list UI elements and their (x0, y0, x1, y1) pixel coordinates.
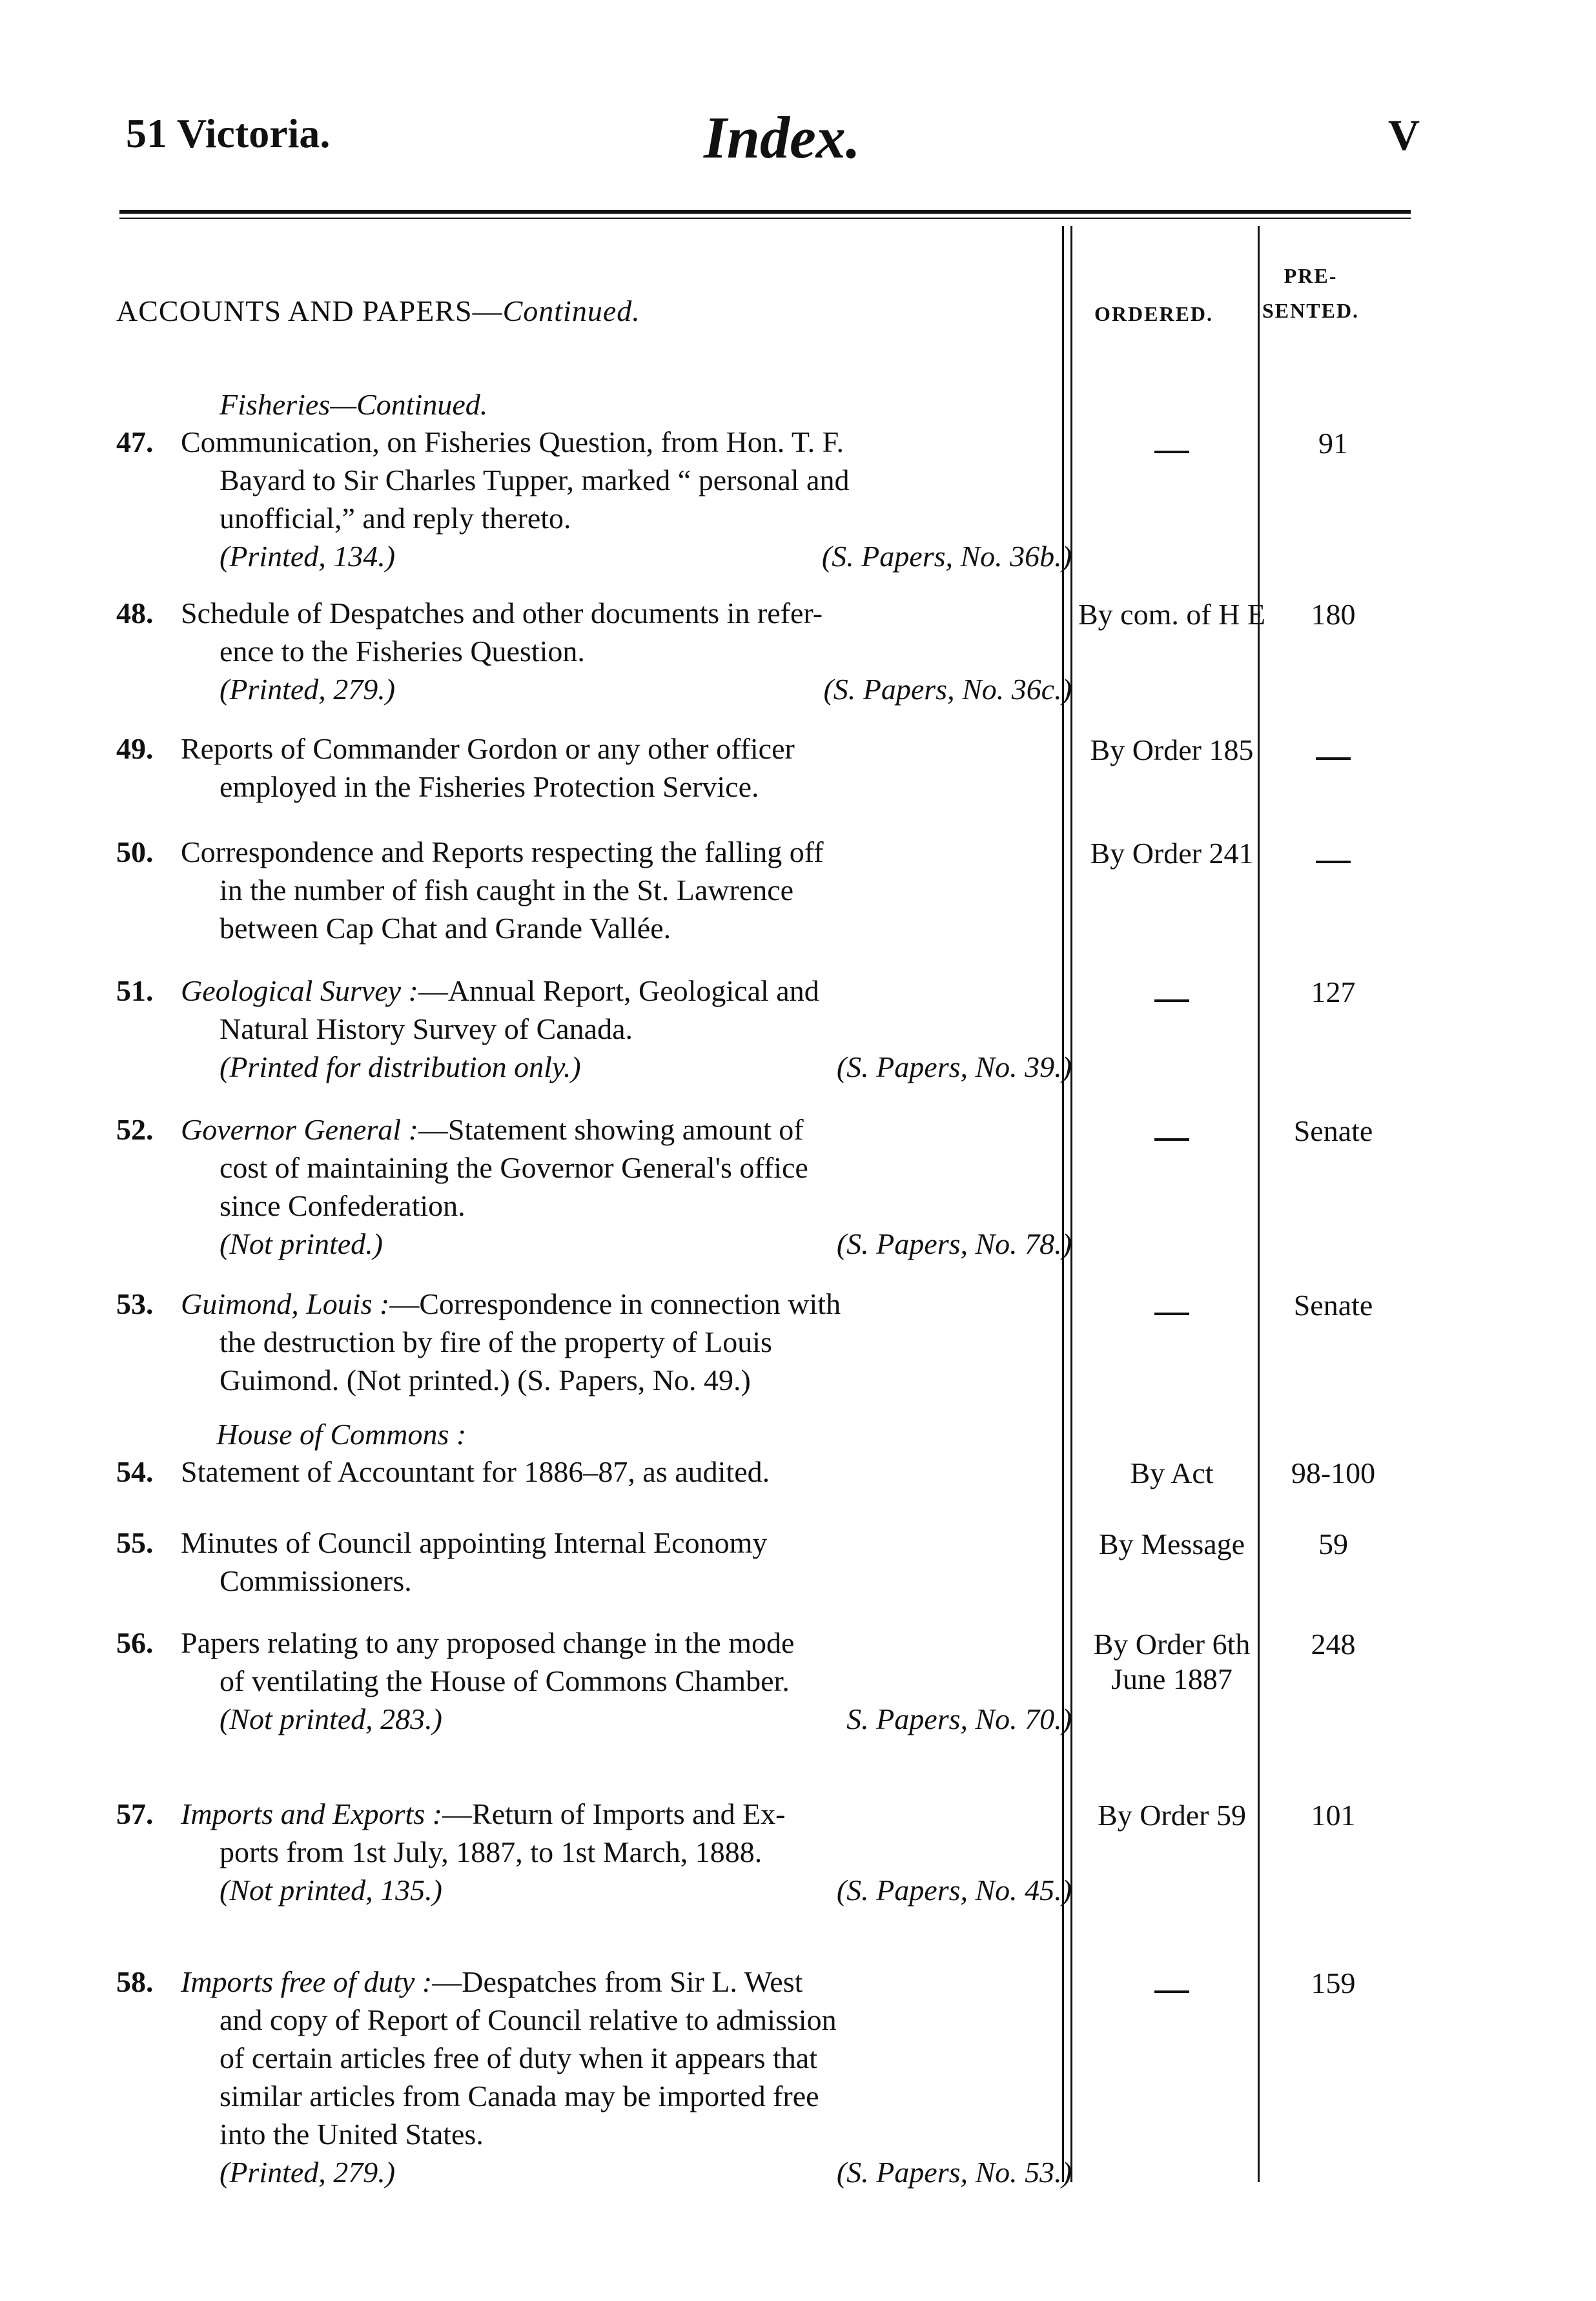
entry-line: of ventilating the House of Commons Chamber. (220, 1664, 790, 1697)
entry-56 (116, 1624, 1072, 1738)
entry-50 (116, 833, 1072, 947)
ordered-54: By Act (1130, 1457, 1214, 1489)
entry-line-text: —Return of Imports and Ex- (442, 1797, 786, 1830)
entry-lead: Imports and Exports : (181, 1797, 443, 1830)
entry-number: 50. (116, 835, 154, 868)
page-title: Index. (704, 105, 861, 170)
presented-50 (1265, 836, 1401, 871)
dash-mark (1316, 757, 1351, 760)
entry-57 (116, 1795, 1072, 1909)
presented-56: 248 (1311, 1628, 1356, 1661)
entry-line-text: —Statement showing amount of (418, 1113, 804, 1146)
presented-51: 127 (1311, 976, 1356, 1008)
citation-printed: (Printed, 279.) (220, 2156, 396, 2189)
entry-line: Statement of Accountant for 1886–87, as audited. (181, 1455, 770, 1488)
entry-line: ports from 1st July, 1887, to 1st March, 1888. (220, 1836, 762, 1868)
entry-line: the destruction by fire of the property of Louis (220, 1325, 772, 1358)
entry-line-text: —Correspondence in connection with (389, 1287, 841, 1320)
entry-line (181, 1795, 1072, 1833)
entry-lead: Governor General : (181, 1113, 418, 1146)
entry-lead: Geological Survey : (181, 974, 418, 1007)
entry-line: Guimond. (Not printed.) (S. Papers, No. 49.) (220, 1364, 751, 1396)
column-header-ordered: ORDERED. (1094, 302, 1214, 325)
entry-citation (181, 2153, 1072, 2191)
entry-line: Natural History Survey of Canada. (220, 1012, 633, 1045)
presented-57: 101 (1311, 1799, 1356, 1832)
entry-line: between Cap Chat and Grande Vallée. (220, 912, 671, 945)
entry-citation (181, 1700, 1072, 1738)
ordered-53 (1078, 1288, 1265, 1323)
presented-52: Senate (1293, 1114, 1373, 1147)
entry-line: Commissioners. (220, 1564, 412, 1597)
header-rule-thick (119, 210, 1411, 214)
citation-papers: (S. Papers, No. 45.) (836, 1874, 1072, 1907)
entry-citation (181, 1225, 1072, 1263)
entry-number: 55. (116, 1526, 154, 1559)
entry-line: employed in the Fisheries Protection Service. (220, 770, 759, 803)
entry-line (181, 1963, 1072, 2001)
entry-citation (181, 670, 1072, 708)
presented-58: 159 (1311, 1967, 1356, 1999)
column-header-presented (1262, 258, 1359, 328)
citation-papers: (S. Papers, No. 78.) (836, 1227, 1072, 1260)
dash-mark (1154, 1138, 1189, 1141)
entry-line: Bayard to Sir Charles Tupper, marked “ personal and (220, 464, 850, 496)
presented-48: 180 (1311, 598, 1356, 631)
presented-54: 98-100 (1291, 1457, 1376, 1489)
entry-line (181, 1110, 1072, 1149)
dash-mark (1154, 1313, 1189, 1315)
entry-citation (181, 1048, 1072, 1086)
entry-line: since Confederation. (220, 1189, 466, 1222)
entry-line: similar articles from Canada may be imported free (220, 2080, 819, 2112)
section-title (116, 294, 640, 328)
entry-number: 57. (116, 1797, 154, 1830)
entry-52 (116, 1110, 1072, 1263)
entry-line-text: —Annual Report, Geological and (418, 974, 819, 1007)
entry-number: 49. (116, 732, 154, 765)
ordered-47 (1078, 426, 1265, 461)
presented-53: Senate (1293, 1289, 1373, 1322)
entry-number: 51. (116, 974, 154, 1007)
entry-53 (116, 1285, 1072, 1399)
citation-printed: (Not printed.) (220, 1227, 383, 1260)
citation-papers: (S. Papers, No. 36c.) (823, 673, 1072, 706)
entry-line: Reports of Commander Gordon or any other officer (181, 732, 795, 765)
entry-line: Papers relating to any proposed change in the mode (181, 1626, 795, 1659)
ordered-50: By Order 241 (1090, 837, 1254, 870)
ordered-48: By com. of H E (1078, 598, 1266, 631)
section-title-main: ACCOUNTS AND PAPERS— (116, 294, 503, 327)
dash-mark (1154, 451, 1189, 453)
entry-51 (116, 972, 1072, 1086)
entry-number: 47. (116, 425, 154, 458)
entry-citation (181, 537, 1072, 575)
ordered-51 (1078, 975, 1265, 1010)
ordered-56: By Order 6th June 1887 (1093, 1628, 1251, 1695)
citation-printed: (Not printed, 135.) (220, 1874, 442, 1907)
page-number: V (1388, 110, 1420, 159)
entry-line (181, 972, 1072, 1010)
ordered-58 (1078, 1966, 1265, 2001)
ordered-57: By Order 59 (1098, 1799, 1246, 1832)
citation-printed: (Printed for distribution only.) (220, 1050, 581, 1083)
citation-printed: (Printed, 279.) (220, 673, 396, 706)
entry-line: Schedule of Despatches and other documents in refer- (181, 597, 823, 629)
running-head-left: 51 Victoria. (126, 110, 331, 156)
entry-58 (116, 1963, 1072, 2191)
ordered-55: By Message (1098, 1528, 1245, 1560)
presented-47: 91 (1318, 427, 1348, 460)
entry-49 (116, 730, 1072, 806)
dash-mark (1316, 861, 1351, 863)
entry-line: of certain articles free of duty when it appears that (220, 2041, 817, 2074)
presented-49 (1265, 733, 1401, 768)
entry-number: 56. (116, 1626, 154, 1659)
citation-papers: S. Papers, No. 70.) (846, 1703, 1072, 1735)
entry-line: Correspondence and Reports respecting the falling off (181, 835, 824, 868)
citation-papers: (S. Papers, No. 36b.) (821, 540, 1072, 573)
entry-number: 53. (116, 1287, 154, 1320)
citation-printed: (Not printed, 283.) (220, 1703, 442, 1735)
entry-line-text: —Despatches from Sir L. West (432, 1965, 803, 1998)
entry-number: 48. (116, 597, 154, 629)
entry-line (181, 1285, 1072, 1323)
entry-54 (116, 1453, 1072, 1491)
entry-line: unofficial,” and reply thereto. (220, 502, 571, 535)
entry-55 (116, 1524, 1072, 1600)
citation-papers: (S. Papers, No. 53.) (836, 2156, 1072, 2189)
subhead-house-of-commons: House of Commons : (216, 1418, 467, 1451)
entry-lead: Imports free of duty : (181, 1965, 433, 1998)
entry-lead: Guimond, Louis : (181, 1287, 390, 1320)
entry-line: into the United States. (220, 2118, 484, 2151)
entry-number: 52. (116, 1113, 154, 1146)
entry-line: and copy of Report of Council relative to admission (220, 2003, 837, 2036)
column-divider-right (1258, 226, 1260, 2182)
entry-line: ence to the Fisheries Question. (220, 635, 585, 668)
entry-number: 58. (116, 1965, 154, 1998)
entry-48 (116, 594, 1072, 708)
column-header-presented-line2: SENTED. (1262, 299, 1360, 322)
header-rule-thin (119, 218, 1411, 219)
citation-printed: (Printed, 134.) (220, 540, 396, 573)
ordered-49: By Order 185 (1090, 733, 1254, 766)
entry-line: in the number of fish caught in the St. Lawrence (220, 874, 794, 906)
subhead-fisheries: Fisheries—Continued. (220, 388, 488, 421)
dash-mark (1154, 1990, 1189, 1993)
presented-55: 59 (1318, 1528, 1348, 1560)
entry-citation (181, 1871, 1072, 1909)
column-header-presented-line1: PRE- (1284, 264, 1338, 287)
entry-number: 54. (116, 1455, 154, 1488)
entry-line: Minutes of Council appointing Internal Economy (181, 1526, 768, 1559)
dash-mark (1154, 999, 1189, 1002)
entry-line: Communication, on Fisheries Question, from Hon. T. F. (181, 425, 844, 458)
citation-papers: (S. Papers, No. 39.) (836, 1050, 1072, 1083)
ordered-52 (1078, 1114, 1265, 1149)
section-title-continued: Continued. (502, 294, 640, 327)
entry-line: cost of maintaining the Governor General's office (220, 1151, 808, 1184)
entry-47 (116, 423, 1072, 575)
